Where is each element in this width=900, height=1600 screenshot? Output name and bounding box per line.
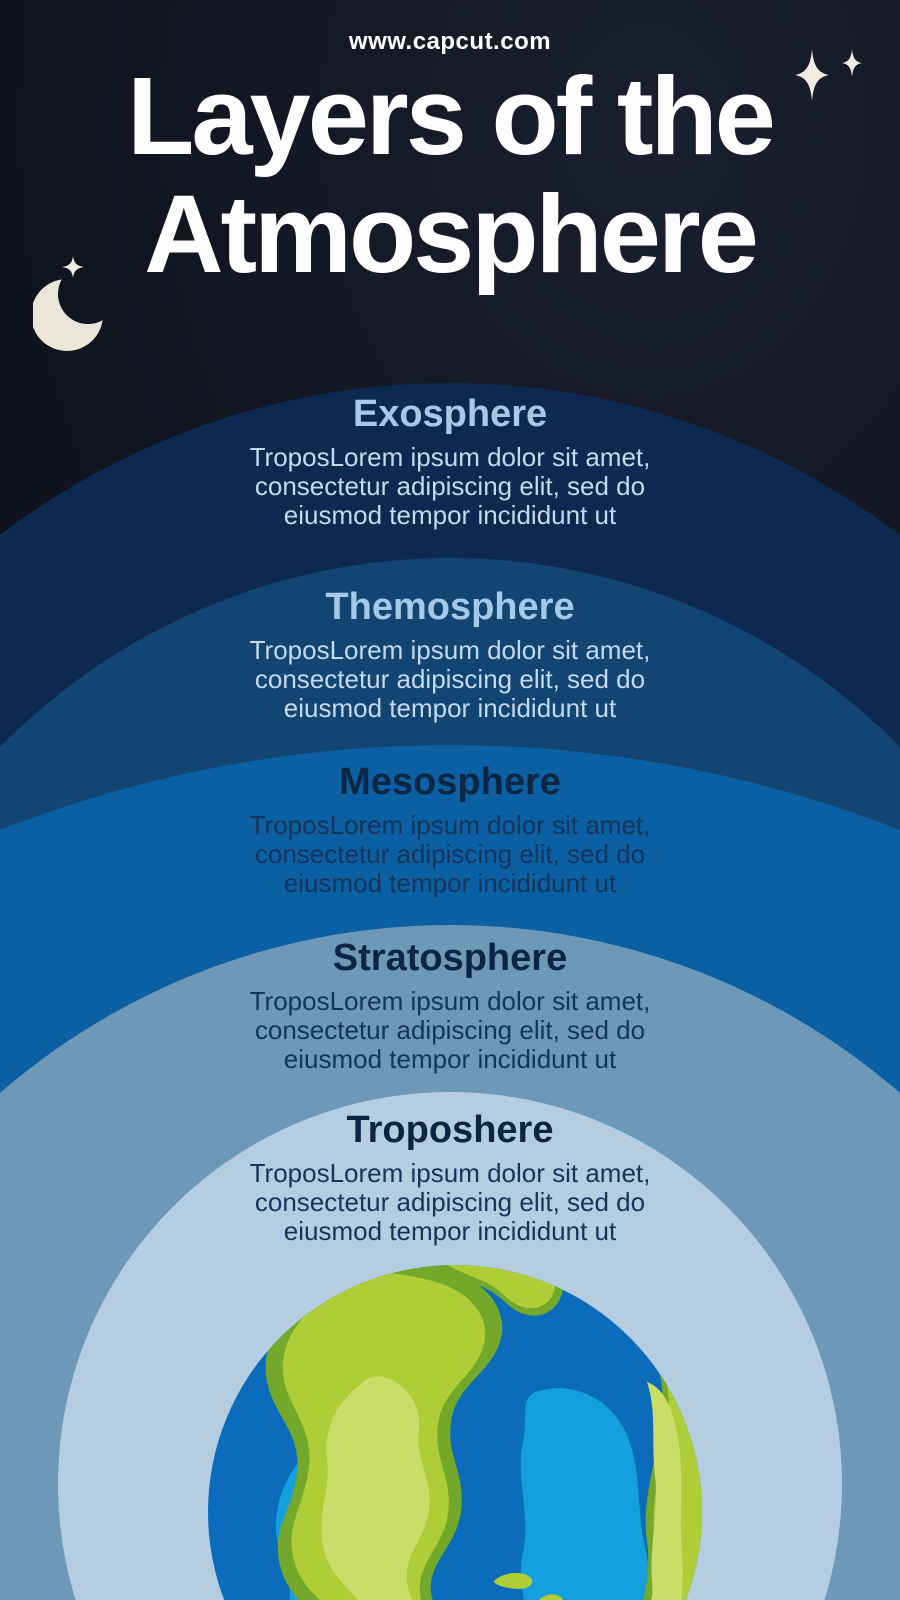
poster-title xyxy=(0,55,900,296)
layer-section-exosphere xyxy=(210,392,690,530)
layer-heading: Themosphere xyxy=(325,586,575,628)
earth-illustration-icon xyxy=(205,1262,705,1600)
layer-heading: Stratosphere xyxy=(332,937,568,979)
layer-section-mesosphere xyxy=(210,760,690,898)
crescent-moon-icon xyxy=(33,256,108,354)
poster-title-line1: Layers of the xyxy=(127,55,773,178)
poster-title-line2: Atmosphere xyxy=(144,173,756,296)
layer-description: TroposLorem ipsum dolor sit amet, consectetur adipiscing elit, sed do eiusmod tempor incididunt ut xyxy=(249,986,651,1074)
layer-heading: Mesosphere xyxy=(339,761,561,803)
layer-section-stratosphere xyxy=(210,936,690,1074)
layer-heading: Troposhere xyxy=(346,1109,554,1151)
layer-description: TroposLorem ipsum dolor sit amet, consectetur adipiscing elit, sed do eiusmod tempor incididunt ut xyxy=(249,810,651,898)
site-url: www.capcut.com xyxy=(348,28,552,55)
layer-section-troposphere xyxy=(210,1108,690,1246)
layer-description: TroposLorem ipsum dolor sit amet, consectetur adipiscing elit, sed do eiusmod tempor incididunt ut xyxy=(249,1158,651,1246)
layer-description: TroposLorem ipsum dolor sit amet, consectetur adipiscing elit, sed do eiusmod tempor incididunt ut xyxy=(249,635,651,723)
sparkle-stars-icon xyxy=(780,40,880,110)
layer-description: TroposLorem ipsum dolor sit amet, consectetur adipiscing elit, sed do eiusmod tempor incididunt ut xyxy=(249,442,651,530)
layer-section-thermosphere xyxy=(210,585,690,723)
layer-heading: Exosphere xyxy=(352,393,548,435)
